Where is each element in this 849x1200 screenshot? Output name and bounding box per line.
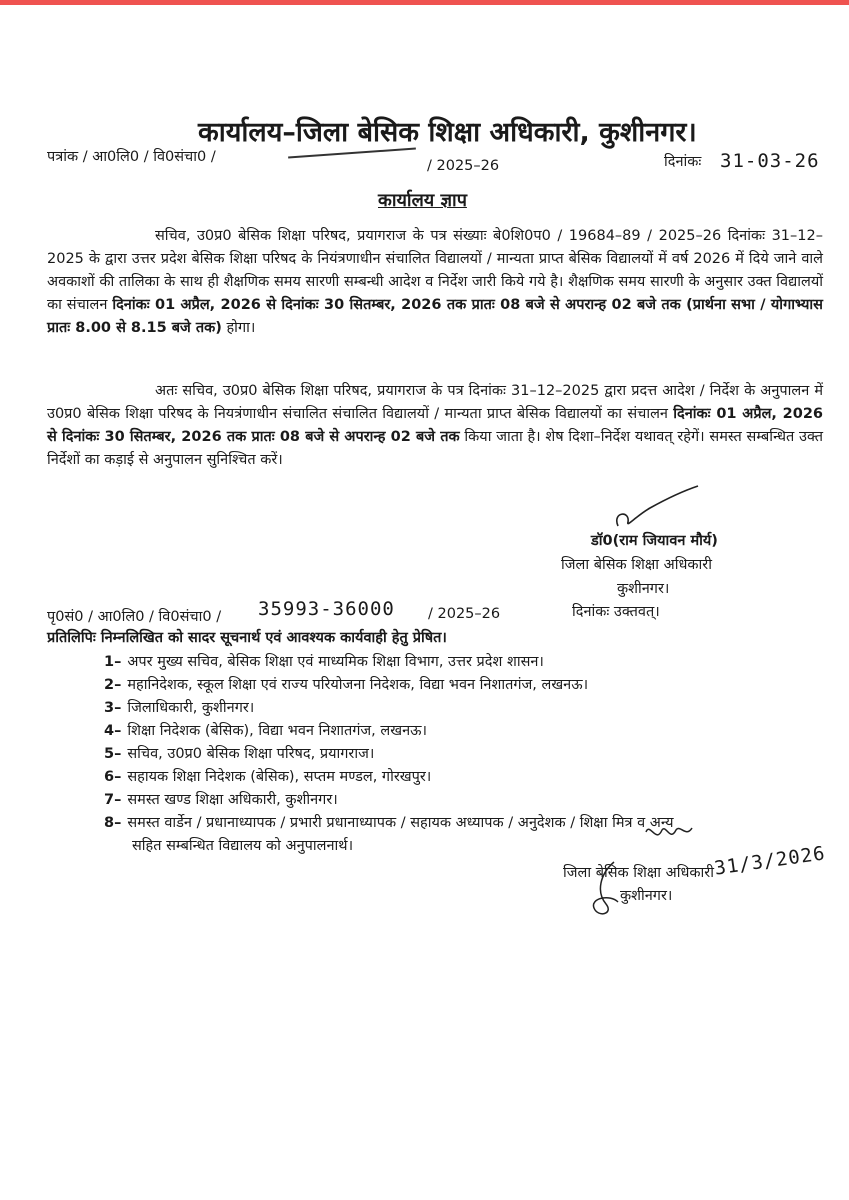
top-accent-bar (0, 0, 849, 5)
copy-item-number: 4– (104, 723, 122, 739)
copy-item-text: महानिदेशक, स्कूल शिक्षा एवं राज्य परियोजना निदेशक, विद्या भवन निशातगंज, लखनऊ। (127, 677, 589, 693)
title-underline (288, 148, 416, 159)
copy-item-number: 2– (104, 677, 122, 693)
copy-item (104, 789, 338, 809)
signatory-place: कुशीनगर। (617, 581, 670, 597)
paragraph-2-bold: दिनांकः 01 अप्रैल, 2026 से दिनांकः 30 सितम्बर, 2026 तक प्रातः 08 बजे से अपरान्ह 02 बजे तक (47, 406, 823, 445)
paragraph-2-end: किया जाता है। शेष दिशा–निर्देश यथावत् रहेगें। समस्त सम्बन्धित उक्त निर्देशों का कड़ाई से अनुपालन सुनिश्चित करें। (47, 429, 823, 468)
copy-item (104, 651, 544, 671)
officer-signature (600, 482, 710, 532)
reference-label: पत्रांक / आ0लि0 / वि0संचा0 / (47, 149, 216, 165)
copy-item-text: अपर मुख्य सचिव, बेसिक शिक्षा एवं माध्यमिक शिक्षा विभाग, उत्तर प्रदेश शासन। (127, 654, 544, 670)
office-title: कार्यालय–जिला बेसिक शिक्षा अधिकारी, कुशीनगर। (198, 117, 697, 148)
copy-item (104, 766, 431, 786)
copy-reference-label: पृ0सं0 / आ0लि0 / वि0संचा0 / (47, 609, 222, 625)
copy-reference-year: / 2025–26 (428, 606, 501, 622)
copy-item-number: 3– (104, 700, 122, 716)
copy-item-text: शिक्षा निदेशक (बेसिक), विद्या भवन निशातगंज, लखनऊ। (127, 723, 428, 739)
signatory-date: दिनांकः उक्तवत्। (572, 604, 660, 620)
copy-item-continuation: सहित सम्बन्धित विद्यालय को अनुपालनार्थ। (132, 838, 354, 854)
second-signatory-place: कुशीनगर। (620, 888, 673, 904)
copy-item-number: 6– (104, 769, 122, 785)
reference-year: / 2025–26 (427, 158, 500, 174)
second-signatory-designation: जिला बेसिक शिक्षा अधिकारी (563, 865, 714, 881)
copy-item-number: 5– (104, 746, 122, 762)
signatory-name: डॉ0(राम जियावन मौर्य) (591, 533, 718, 549)
memo-heading: कार्यालय ज्ञाप (378, 190, 467, 211)
copy-item (104, 743, 374, 763)
copy-item-number: 8– (104, 815, 122, 831)
handwritten-date: 31/3/2026 (713, 842, 827, 880)
signatory-designation: जिला बेसिक शिक्षा अधिकारी (561, 557, 712, 573)
date-label: दिनांकः (664, 154, 702, 170)
copy-reference-number: 35993-36000 (258, 598, 395, 620)
copy-item-text: समस्त खण्ड शिक्षा अधिकारी, कुशीनगर। (127, 792, 338, 808)
copy-item (104, 720, 427, 740)
paragraph-2 (47, 380, 823, 472)
signature-flourish (588, 858, 628, 920)
copy-item-number: 7– (104, 792, 122, 808)
initials-signature (640, 818, 700, 852)
copy-item-text: सहायक शिक्षा निदेशक (बेसिक), सप्तम मण्डल, गोरखपुर। (127, 769, 432, 785)
copy-item-text: सचिव, उ0प्र0 बेसिक शिक्षा परिषद, प्रयागराज। (127, 746, 375, 762)
paragraph-1-end: होगा। (221, 320, 256, 336)
paragraph-1-text: सचिव, उ0प्र0 बेसिक शिक्षा परिषद, प्रयागराज के पत्र संख्याः बे0शि0प0 / 19684–89 / 2025–26 दिनांकः 31–12–2025 के द्वारा उत्तर प्रदेश बेसिक शिक्षा परिषद के नियंत्रणाधीन संचालित विद्यालयों / मान्यता प्राप्त बेसिक विद्यालयों में वर्ष 2026 में दिये जाने वाले अवकाशों की तालिका के साथ ही शैक्षणिक समय सारणी सम्बन्धी आदेश व निर्देश जारी किये गये है। शैक्षणिक समय सारणी के अनुसार उक्त विद्यालयों का संचालन (47, 228, 823, 313)
copy-item-number: 1– (104, 654, 122, 670)
copy-item-text: समस्त वार्डेन / प्रधानाध्यापक / प्रभारी प्रधानाध्यापक / सहायक अध्यापक / अनुदेशक / शिक्षा मित्र व अन्य (127, 815, 674, 831)
date-value: 31-03-26 (720, 150, 820, 172)
copy-item (104, 697, 254, 717)
copy-item-text: जिलाधिकारी, कुशीनगर। (127, 700, 255, 716)
paragraph-1-bold: दिनांकः 01 अप्रैल, 2026 से दिनांकः 30 सितम्बर, 2026 तक प्रातः 08 बजे से अपरान्ह 02 बजे तक (प्रार्थना सभा / योगाभ्यास प्रातः 8.00 से 8.15 बजे तक) (47, 297, 823, 336)
copy-item (104, 674, 588, 694)
copy-heading: प्रतिलिपिः निम्नलिखित को सादर सूचनार्थ एवं आवश्यक कार्यवाही हेतु प्रेषित। (47, 630, 447, 646)
copy-item (104, 812, 674, 832)
paragraph-1 (47, 225, 823, 340)
paragraph-2-text: अतः सचिव, उ0प्र0 बेसिक शिक्षा परिषद, प्रयागराज के पत्र दिनांकः 31–12–2025 द्वारा प्रदत्त आदेश / निर्देश के अनुपालन में उ0प्र0 बेसिक शिक्षा परिषद के नियत्रंणाधीन संचालित संचालित विद्यालयों / मान्यता प्राप्त बेसिक विद्यालयों का संचालन (47, 383, 823, 422)
